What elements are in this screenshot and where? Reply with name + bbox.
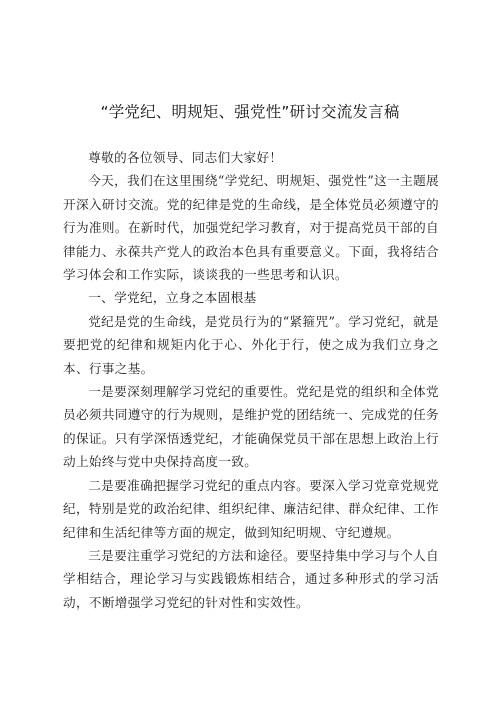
section1-paragraph-2: 一是要深刻理解学习党纪的重要性。党纪是党的组织和全体党员必须共同遵守的行为规则，是维护党的团结统一、完成党的任务的保证。只有学深悟透党纪，才能确保党员干部在思想上政治上行动上始终与党中央保持高度一致。 <box>63 384 439 470</box>
salutation: 尊敬的各位领导、同志们大家好！ <box>88 150 283 165</box>
section1-paragraph-4: 三是要注重学习党纪的方法和途径。要坚持集中学习与个人自学相结合，理论学习与实践锻炼相结合，通过多种形式的学习活动，不断增强学习党纪的针对性和实效性。 <box>63 547 439 610</box>
section-heading-1: 一、学党纪，立身之本固根基 <box>88 290 257 306</box>
document-title: “学党纪、明规矩、强党性”研讨交流发言稿 <box>100 103 400 121</box>
intro-paragraph: 今天，我们在这里围绕“学党纪、明规矩、强党性”这一主题展开深入研讨交流。党的纪律是党的生命线，是全体党员必须遵守的行为准则。在新时代，加强党纪学习教育，对于提高党员干部的自律能力、永葆共产党人的政治本色具有重要意义。下面，我将结合学习体会和工作实际，谈谈我的一些思考和认识。 <box>63 173 439 283</box>
document-body <box>63 146 439 614</box>
section1-paragraph-1: 党纪是党的生命线，是党员行为的“紧箍咒”。学习党纪，就是要把党的纪律和规矩内化于心、外化于行，使之成为我们立身之本、行事之基。 <box>63 313 439 376</box>
section1-paragraph-3: 二是要准确把握学习党纪的重点内容。要深入学习党章党规党纪，特别是党的政治纪律、组织纪律、廉洁纪律、群众纪律、工作纪律和生活纪律等方面的规定，做到知纪明规、守纪遵规。 <box>63 477 439 540</box>
